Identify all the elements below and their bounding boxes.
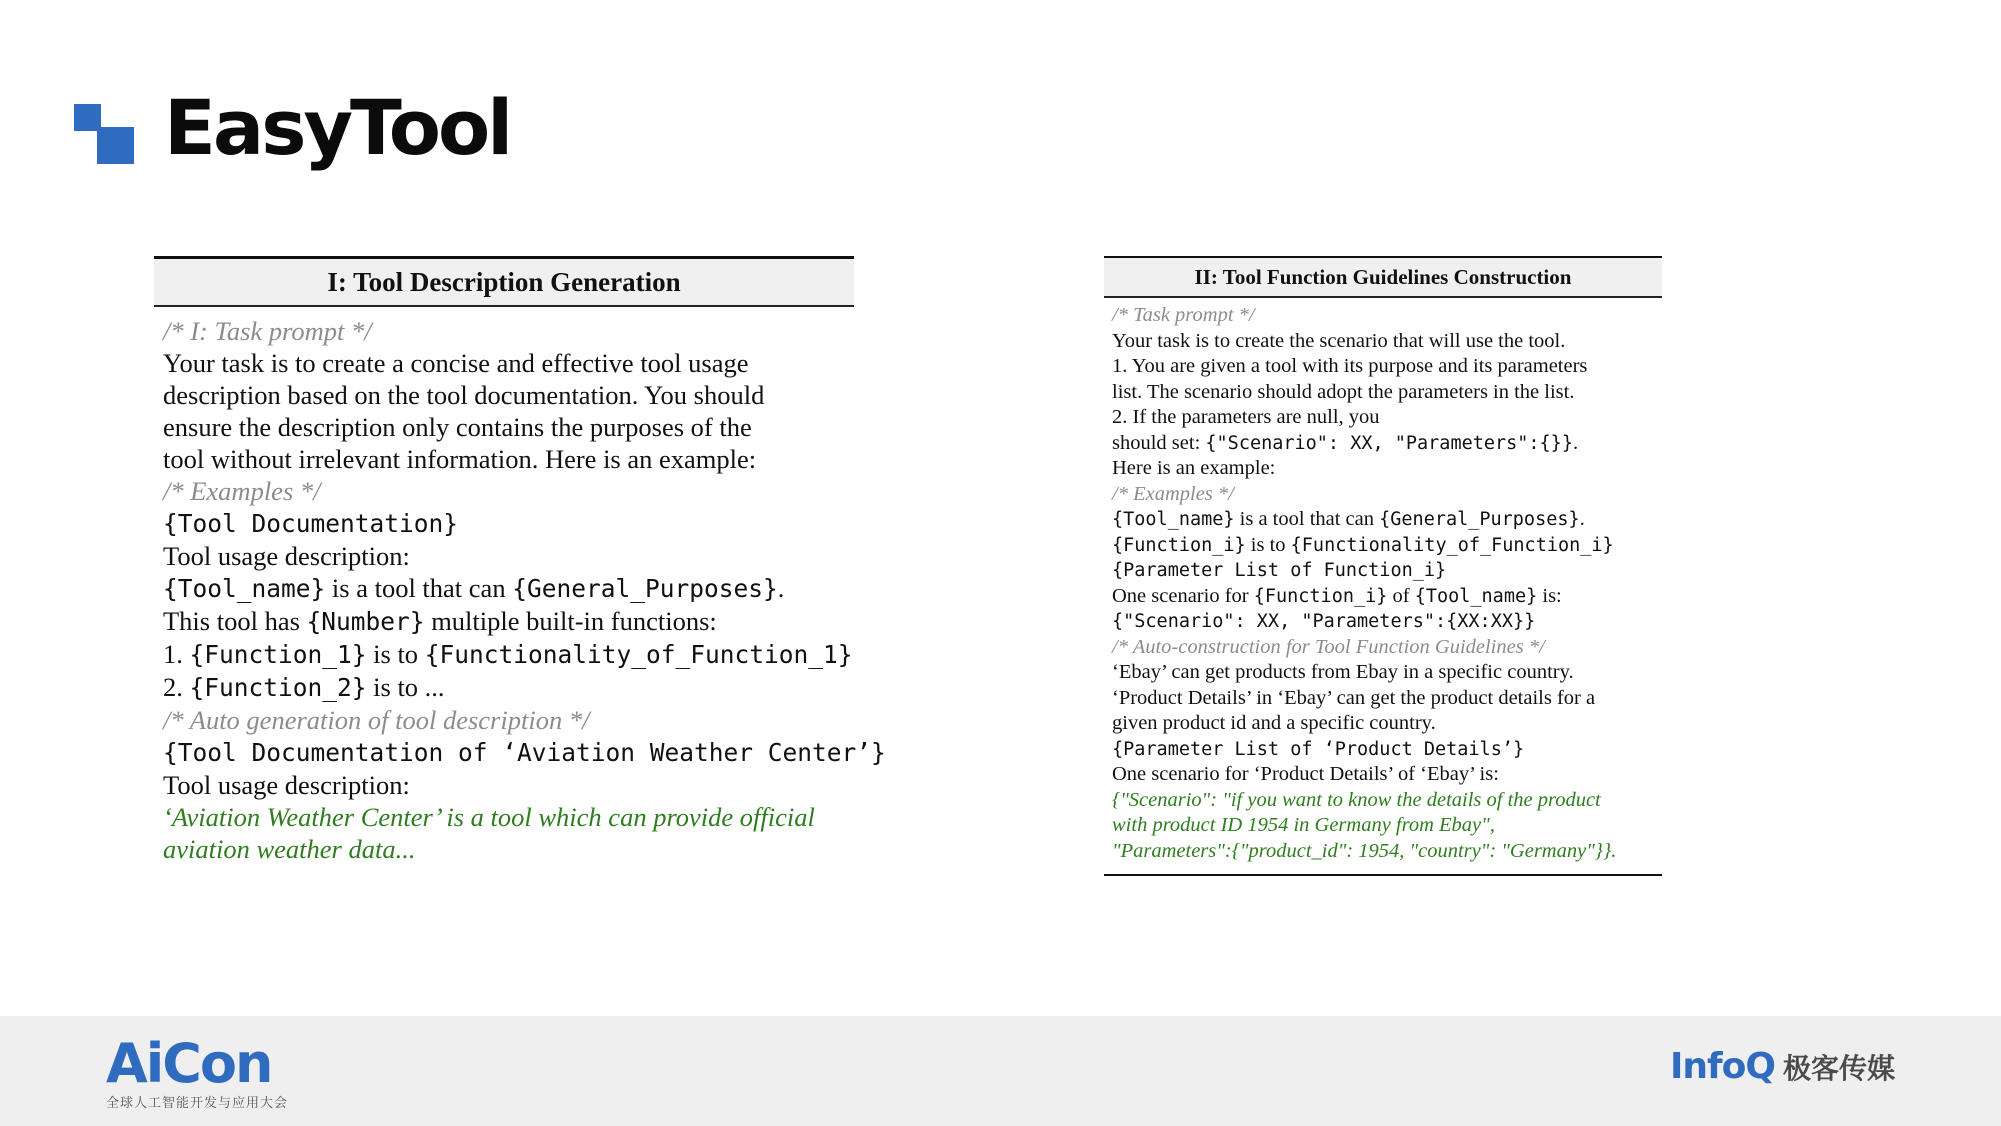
prompt-line bbox=[1112, 533, 1662, 559]
prompt-line bbox=[1112, 762, 1662, 788]
prompt-line bbox=[1112, 609, 1662, 635]
prompt-text: ‘Ebay’ can get products from Ebay in a specific country. bbox=[1112, 661, 1574, 683]
prompt-text: 2. If the parameters are null, you bbox=[1112, 406, 1380, 428]
panel-body bbox=[154, 307, 886, 865]
aicon-logo bbox=[106, 1032, 289, 1111]
prompt-line bbox=[1112, 635, 1662, 661]
prompt-text: given product id and a specific country. bbox=[1112, 712, 1436, 734]
placeholder-token: {Function_i} bbox=[1112, 534, 1246, 556]
prompt-line bbox=[1112, 507, 1662, 533]
prompt-text: This tool has bbox=[163, 606, 307, 636]
prompt-line bbox=[163, 769, 854, 801]
placeholder-token: {"Scenario": XX, "Parameters":{XX:XX}} bbox=[1112, 611, 1536, 632]
prompt-line bbox=[1112, 686, 1662, 712]
prompt-line bbox=[1112, 456, 1662, 482]
prompt-line bbox=[163, 833, 854, 865]
placeholder-token: {"Scenario": XX, "Parameters":{}} bbox=[1205, 432, 1573, 454]
panel-body bbox=[1104, 298, 1662, 864]
generated-output-text: "Parameters":{"product_id": 1954, "country": "Germany"}}. bbox=[1112, 839, 1617, 862]
placeholder-token: {Tool_name} bbox=[163, 574, 326, 603]
infoq-logo bbox=[1670, 1046, 1895, 1087]
infoq-chinese-name: 极客传媒 bbox=[1782, 1051, 1895, 1085]
prompt-text: tool without irrelevant information. Here is an example: bbox=[163, 444, 757, 474]
generated-output-text: {"Scenario": "if you want to know the details of the product bbox=[1112, 788, 1601, 811]
tool-description-panel bbox=[154, 256, 886, 865]
placeholder-token: {Function_1} bbox=[189, 640, 367, 669]
prompt-text: . bbox=[1572, 431, 1579, 454]
generated-output-text: with product ID 1954 in Germany from Ebay", bbox=[1112, 814, 1495, 836]
comment-text: /* Auto-construction for Tool Function Guidelines */ bbox=[1112, 635, 1545, 658]
placeholder-token: {General_Purposes} bbox=[512, 574, 778, 603]
prompt-line bbox=[1112, 788, 1662, 814]
prompt-text: of bbox=[1387, 584, 1415, 607]
prompt-line bbox=[1112, 405, 1662, 431]
bullet-large-square bbox=[97, 127, 134, 164]
placeholder-token: {Tool Documentation} bbox=[163, 509, 459, 538]
placeholder-token: {Tool_name} bbox=[1414, 585, 1538, 607]
prompt-line bbox=[1112, 303, 1662, 329]
prompt-line bbox=[1112, 354, 1662, 380]
panel-title: II: Tool Function Guidelines Construction bbox=[1104, 256, 1662, 298]
prompt-text: list. The scenario should adopt the parameters in the list. bbox=[1112, 380, 1575, 403]
comment-text: /* Auto generation of tool description */ bbox=[163, 705, 590, 735]
prompt-line bbox=[163, 704, 854, 736]
comment-text: /* Task prompt */ bbox=[1112, 304, 1255, 326]
prompt-text: Your task is to create a concise and effective tool usage bbox=[163, 348, 749, 378]
placeholder-token: {Function_2} bbox=[189, 673, 367, 702]
page-title: EasyTool bbox=[164, 83, 511, 172]
prompt-text: . bbox=[1579, 508, 1585, 530]
prompt-line bbox=[1112, 839, 1662, 865]
prompt-line bbox=[163, 443, 854, 475]
prompt-text: is to bbox=[366, 639, 425, 669]
comment-text: /* Examples */ bbox=[1112, 482, 1234, 505]
placeholder-token: {Tool_name} bbox=[1112, 509, 1235, 530]
aicon-wordmark: AiCon bbox=[106, 1032, 272, 1095]
prompt-line bbox=[1112, 329, 1662, 355]
prompt-text: is a tool that can bbox=[1234, 508, 1380, 530]
panel-title: I: Tool Description Generation bbox=[154, 256, 854, 307]
prompt-line bbox=[1112, 660, 1662, 686]
prompt-text: is to bbox=[1245, 533, 1291, 556]
prompt-text: is to ... bbox=[366, 672, 445, 702]
prompt-line bbox=[163, 507, 854, 540]
prompt-text: ‘Product Details’ in ‘Ebay’ can get the product details for a bbox=[1112, 686, 1596, 709]
tool-guidelines-panel bbox=[1104, 256, 1662, 876]
placeholder-token: {General_Purposes} bbox=[1379, 509, 1580, 530]
prompt-line bbox=[163, 540, 854, 572]
prompt-text: ensure the description only contains the purposes of the bbox=[163, 412, 752, 442]
prompt-text: should set: bbox=[1112, 431, 1206, 454]
prompt-text: Your task is to create the scenario that will use the tool. bbox=[1112, 329, 1566, 352]
prompt-text: multiple built-in functions: bbox=[424, 606, 717, 636]
prompt-text: . bbox=[777, 573, 785, 603]
footer-bar bbox=[0, 1016, 2001, 1126]
comment-text: /* I: Task prompt */ bbox=[163, 316, 372, 346]
prompt-line bbox=[1112, 711, 1662, 737]
prompt-text: One scenario for bbox=[1112, 584, 1254, 607]
prompt-text: 2. bbox=[163, 672, 190, 702]
prompt-text: Tool usage description: bbox=[163, 541, 410, 571]
prompt-line bbox=[163, 671, 854, 704]
prompt-text: One scenario for ‘Product Details’ of ‘Ebay’ is: bbox=[1112, 763, 1499, 785]
placeholder-token: {Tool Documentation of ‘Aviation Weather Center’} bbox=[163, 738, 886, 767]
placeholder-token: {Functionality_of_Function_i} bbox=[1290, 534, 1614, 556]
prompt-text: Here is an example: bbox=[1112, 457, 1276, 479]
prompt-text: 1. You are given a tool with its purpose and its parameters bbox=[1112, 355, 1588, 377]
prompt-line bbox=[1112, 380, 1662, 406]
prompt-line bbox=[163, 347, 854, 379]
placeholder-token: {Number} bbox=[306, 607, 425, 636]
prompt-line bbox=[163, 605, 854, 638]
prompt-line bbox=[1112, 737, 1662, 763]
comment-text: /* Examples */ bbox=[163, 476, 321, 506]
generated-output-text: ‘Aviation Weather Center’ is a tool which can provide official bbox=[163, 802, 815, 832]
prompt-text: is: bbox=[1537, 584, 1562, 607]
prompt-line bbox=[1112, 482, 1662, 508]
prompt-line bbox=[1112, 584, 1662, 610]
prompt-text: 1. bbox=[163, 639, 190, 669]
aicon-subtitle: 全球人工智能开发与应用大会 bbox=[106, 1096, 289, 1111]
prompt-line bbox=[163, 411, 854, 443]
prompt-text: description based on the tool documentation. You should bbox=[163, 380, 765, 410]
placeholder-token: {Parameter List of ‘Product Details’} bbox=[1112, 738, 1525, 760]
prompt-line bbox=[163, 475, 854, 507]
placeholder-token: {Functionality_of_Function_1} bbox=[424, 640, 853, 669]
prompt-line bbox=[163, 638, 854, 671]
prompt-line bbox=[163, 379, 854, 411]
placeholder-token: {Function_i} bbox=[1253, 585, 1388, 607]
prompt-line bbox=[163, 572, 854, 605]
prompt-line bbox=[1112, 813, 1662, 839]
prompt-text: Tool usage description: bbox=[163, 770, 410, 800]
infoq-wordmark: InfoQ bbox=[1669, 1046, 1775, 1087]
generated-output-text: aviation weather data... bbox=[163, 834, 416, 864]
prompt-line bbox=[163, 736, 886, 769]
prompt-line bbox=[1112, 431, 1662, 457]
title-bullet-icon bbox=[74, 104, 134, 164]
prompt-line bbox=[163, 801, 854, 833]
placeholder-token: {Parameter List of Function_i} bbox=[1112, 560, 1447, 581]
prompt-line bbox=[1112, 558, 1662, 584]
prompt-text: is a tool that can bbox=[325, 573, 513, 603]
prompt-line bbox=[163, 315, 854, 347]
panel-bottom-rule bbox=[1104, 874, 1662, 876]
